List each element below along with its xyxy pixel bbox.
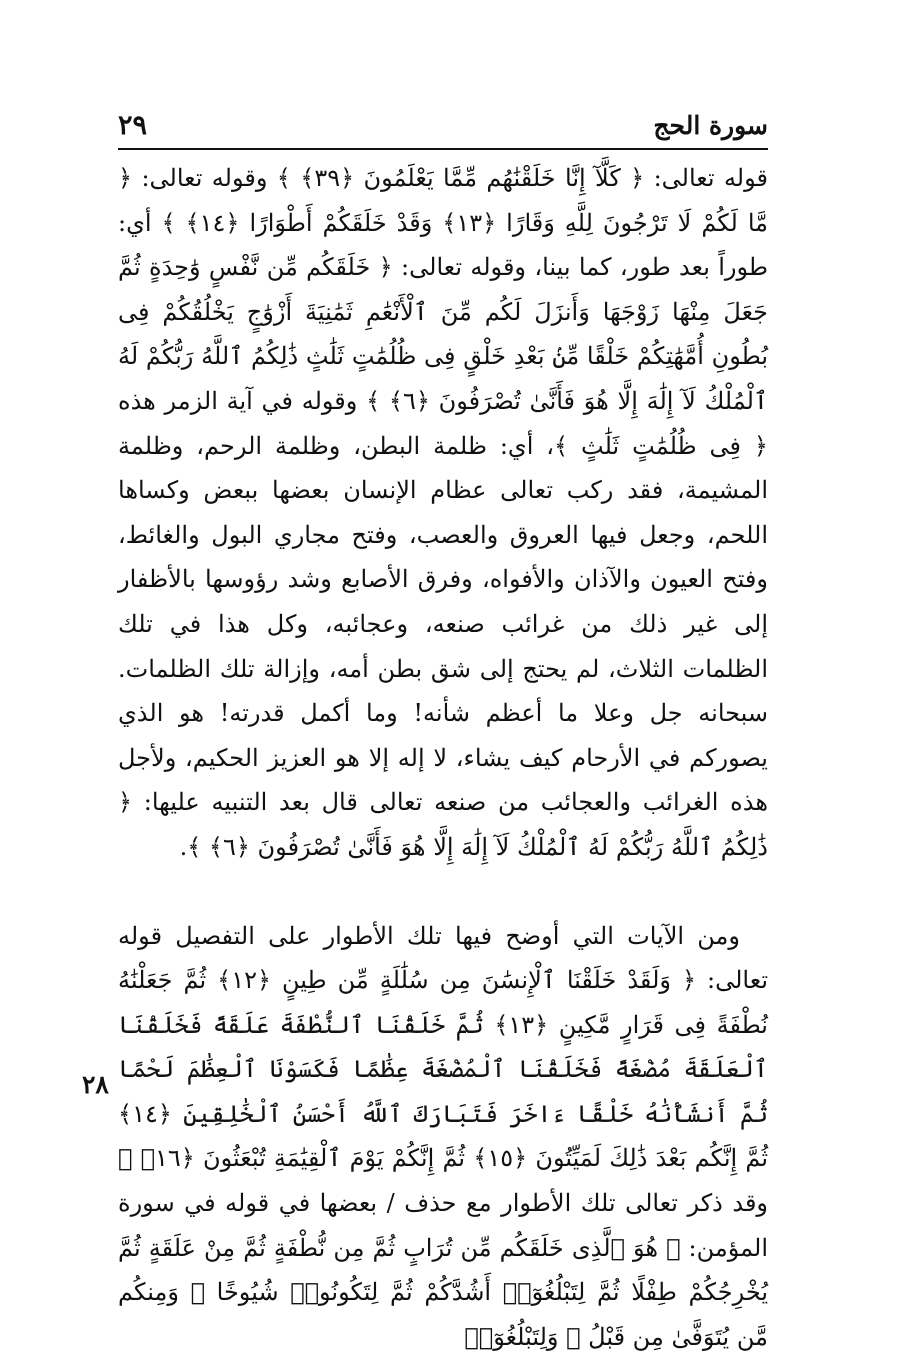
paragraph-2: ومن الآيات التي أوضح فيها تلك الأطوار على التفصيل قوله تعالى: ﴿ وَلَقَدْ خَلَقْنَا ٱلْإِنسَٰنَ مِن سُلَٰلَةٍ مِّن طِينٍ ﴿١٢﴾ ثُمَّ جَعَلْنَٰهُ نُطْفَةً فِى قَرَارٍ مَّكِينٍ ﴿١٣﴾ ثُمَّ خَلَقْنَا ٱلنُّطْفَةَ عَلَقَةً فَخَلَقْنَا ٱلْعَلَقَةَ مُضْغَةً فَخَلَقْنَا ٱلْمُضْغَةَ عِظَٰمًا فَكَسَوْنَا ٱلْعِظَٰمَ لَحْمًا ثُمَّ أَنشَأْنَٰهُ خَلْقًا ءَاخَرَ فَتَبَارَكَ ٱللَّهُ أَحْسَنُ ٱلْخَٰلِقِينَ ﴿١٤﴾ ثُمَّ إِنَّكُم بَعْدَ ذَٰلِكَ لَمَيِّتُونَ ﴿١٥﴾ ثُمَّ إِنَّكُمْ يَوْمَ ٱلْقِيَٰمَةِ تُبْعَثُونَ ﴿١٦﴾ ﴾ وقد ذكر تعالى تلك الأطوار مع حذف / بعضها في قوله في سورة المؤمن: ﴿ هُوَ ٱلَّذِى خَلَقَكُم مِّن تُرَابٍ ثُمَّ مِن نُّطْفَةٍ ثُمَّ مِنْ عَلَقَةٍ ثُمَّ يُخْرِجُكُمْ طِفْلًا ثُمَّ لِتَبْلُغُوٓا۟ أَشُدَّكُمْ ثُمَّ لِتَكُونُوا۟ شُيُوخًا ۚ وَمِنكُم مَّن يُتَوَفَّىٰ مِن قَبْلُ ۖ وَلِتَبْلُغُوٓا۟ [118, 914, 768, 1359]
margin-page-reference: ٢٨ [82, 1065, 109, 1105]
page-number: ٢٩ [118, 106, 147, 146]
page-body [118, 156, 768, 1359]
surah-name: سورة الحج [653, 106, 768, 146]
book-page [118, 104, 768, 1359]
paragraph-1: قوله تعالى: ﴿ كَلَّآ إِنَّا خَلَقْنَٰهُم مِّمَّا يَعْلَمُونَ ﴿٣٩﴾ ﴾ وقوله تعالى: ﴿ مَّا لَكُمْ لَا تَرْجُونَ لِلَّهِ وَقَارًا ﴿١٣﴾ وَقَدْ خَلَقَكُمْ أَطْوَارًا ﴿١٤﴾ ﴾ أي: طوراً بعد طور، كما بينا، وقوله تعالى: ﴿ خَلَقَكُم مِّن نَّفْسٍ وَٰحِدَةٍ ثُمَّ جَعَلَ مِنْهَا زَوْجَهَا وَأَنزَلَ لَكُم مِّنَ ٱلْأَنْعَٰمِ ثَمَٰنِيَةَ أَزْوَٰجٍ يَخْلُقُكُمْ فِى بُطُونِ أُمَّهَٰتِكُمْ خَلْقًا مِّنۢ بَعْدِ خَلْقٍ فِى ظُلُمَٰتٍ ثَلَٰثٍ ذَٰلِكُمُ ٱللَّهُ رَبُّكُمْ لَهُ ٱلْمُلْكُ لَآ إِلَٰهَ إِلَّا هُوَ فَأَنَّىٰ تُصْرَفُونَ ﴿٦﴾ ﴾ وقوله في آية الزمر هذه ﴿ فِى ظُلُمَٰتٍ ثَلَٰثٍ ﴾، أي: ظلمة البطن، وظلمة الرحم، وظلمة المشيمة، فقد ركب تعالى عظام الإنسان بعضها ببعض وكساها اللحم، وجعل فيها العروق والعصب، وفتح مجاري البول والغائط، وفتح العيون والآذان والأفواه، وفرق الأصابع وشد رؤوسها بالأظفار إلى غير ذلك من غرائب صنعه، وعجائبه، وكل هذا في تلك الظلمات الثلاث، لم يحتج إلى شق بطن أمه، وإزالة تلك الظلمات. سبحانه جل وعلا ما أعظم شأنه! وما أكمل قدرته! هو الذي يصوركم في الأرحام كيف يشاء، لا إله إلا هو العزيز الحكيم، ولأجل هذه الغرائب والعجائب من صنعه تعالى قال بعد التنبيه عليها: ﴿ ذَٰلِكُمُ ٱللَّهُ رَبُّكُمْ لَهُ ٱلْمُلْكُ لَآ إِلَٰهَ إِلَّا هُوَ فَأَنَّىٰ تُصْرَفُونَ ﴿٦﴾ ﴾. [118, 156, 768, 870]
page-header [118, 104, 768, 150]
